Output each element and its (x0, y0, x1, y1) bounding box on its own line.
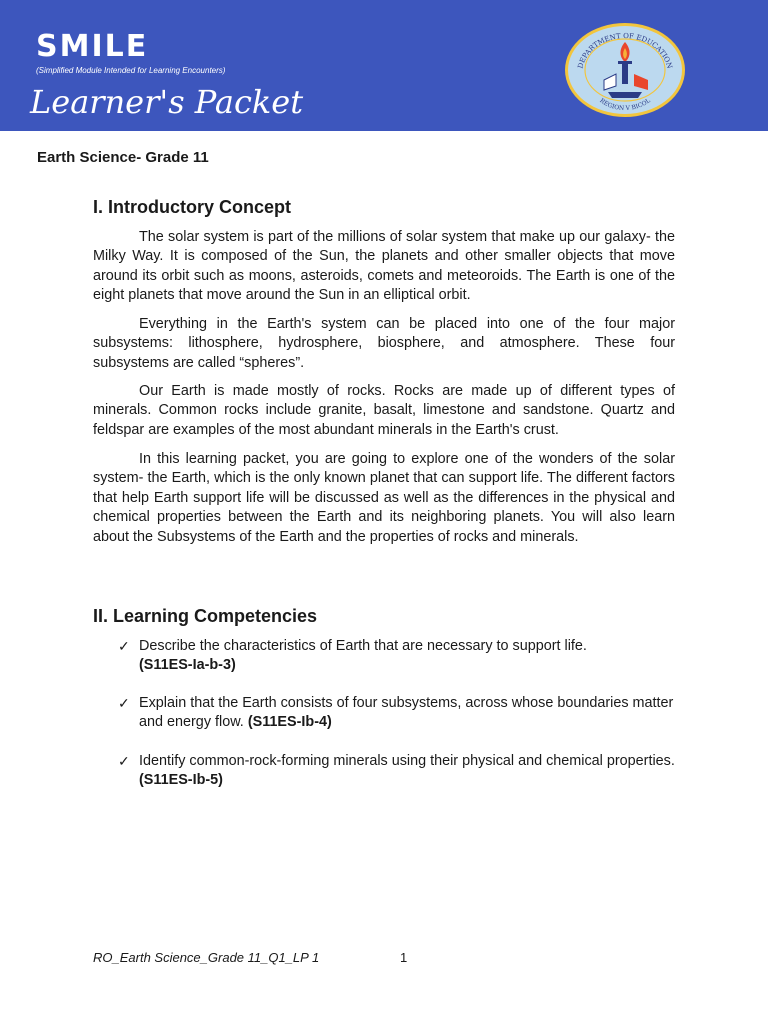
competency-item-3 (118, 752, 678, 791)
competency-text: Identify common-rock-forming minerals using their physical and chemical properties. (139, 753, 675, 769)
checkmark-icon: ✓ (118, 753, 130, 769)
intro-paragraph-3: Our Earth is made mostly of rocks. Rocks are made up of different types of minerals. Common rocks include granite, basalt, limestone and sandstone. Quartz and feldspar are examples of the most abundant minerals in the Earth's crust. (93, 383, 675, 438)
intro-paragraph-4: In this learning packet, you are going to explore one of the wonders of the solar system- the Earth, which is the only known planet that can support life. The different factors that help Earth support life will be discussed as well as the differences in the physical and chemical properties between the Earth and its neighboring planets. You will also learn about the Subsystems of the Earth and the properties of rocks and minerals. (93, 451, 675, 545)
competencies-heading: II. Learning Competencies (93, 606, 318, 626)
subject-title: Earth Science- Grade 11 (37, 149, 209, 166)
packet-title: Learner's Packet (30, 83, 304, 121)
competency-code: (S11ES-Ib-4) (247, 714, 332, 731)
deped-seal-logo (564, 22, 686, 118)
intro-paragraph-1: The solar system is part of the millions of solar system that make up our galaxy- the Milky Way. It is composed of the Sun, the planets and other smaller objects that move around its orbit such as moons, asteroids, comets and meteoroids. The Earth is one of the eight planets that move around the Sun in an elliptical orbit. (93, 229, 675, 304)
page-number: 1 (400, 950, 408, 965)
seal-top-text: DEPARTMENT OF EDUCATION (576, 31, 674, 70)
intro-heading: I. Introductory Concept (93, 197, 291, 217)
footer-code: RO_Earth Science_Grade 11_Q1_LP 1 (93, 950, 320, 965)
header-banner (0, 0, 768, 131)
competency-text: Describe the characteristics of Earth that are necessary to support life. (139, 638, 587, 654)
checkmark-icon: ✓ (118, 638, 130, 654)
competency-code: (S11ES-Ib-5) (139, 772, 223, 789)
competency-item-1 (118, 637, 678, 676)
checkmark-icon: ✓ (118, 695, 130, 711)
intro-paragraph-2: Everything in the Earth's system can be placed into one of the four major subsystems: lithosphere, hydrosphere, biosphere, and atmosphere. These four subsystems are called “spheres”. (93, 316, 675, 371)
brand-title: SMILE (36, 29, 149, 64)
competency-text: Explain that the Earth consists of four subsystems, across whose boundaries matter and energy flow. (139, 695, 674, 731)
competency-code: (S11ES-Ia-b-3) (139, 657, 236, 674)
competency-item-2 (118, 694, 678, 733)
brand-subtitle: (Simplified Module Intended for Learning Encounters) (36, 66, 226, 75)
seal-bottom-text: REGION V BICOL (598, 97, 652, 113)
